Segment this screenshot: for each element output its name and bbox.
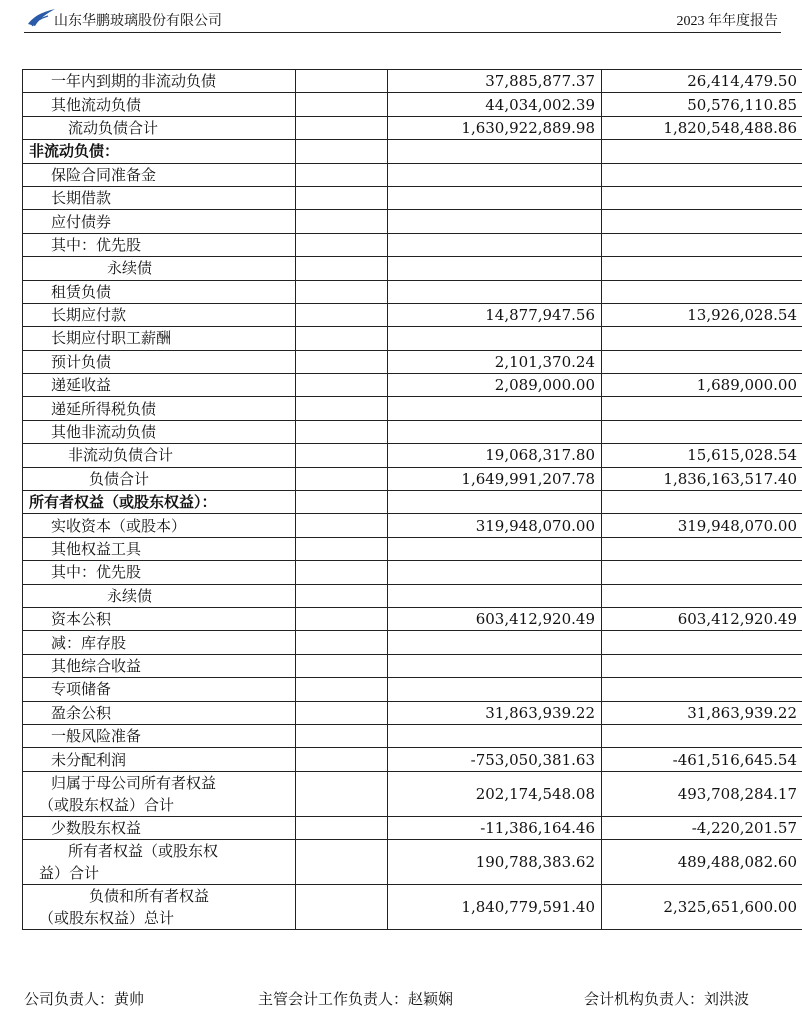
row-label-text: 租赁负债	[51, 282, 112, 301]
company-name: 山东华鹏玻璃股份有限公司	[54, 14, 222, 29]
row-label-text: 保险合同准备金	[51, 165, 157, 184]
period-end-value	[388, 724, 602, 747]
period-end-value: 190,788,383.62	[388, 840, 602, 885]
period-end-value	[388, 140, 602, 163]
table-row	[23, 631, 802, 654]
period-end-value	[388, 491, 602, 514]
table-row	[23, 491, 802, 514]
row-label-text: 实收资本（或股本）	[51, 516, 187, 535]
row-label-text: 其他非流动负债	[51, 423, 157, 442]
row-label-text: 负债和所有者权益	[89, 887, 210, 906]
row-label-text: 其中：优先股	[51, 235, 142, 254]
page-header	[0, 0, 802, 40]
row-label	[23, 678, 296, 701]
table-row	[23, 116, 802, 139]
table-row	[23, 233, 802, 256]
period-end-value: 1,649,991,207.78	[388, 467, 602, 490]
row-label	[23, 233, 296, 256]
period-start-value: 50,576,110.85	[602, 93, 802, 116]
table-row	[23, 374, 802, 397]
period-end-value: 202,174,548.08	[388, 771, 602, 816]
row-label	[23, 93, 296, 116]
period-start-value	[602, 280, 802, 303]
period-end-value: 44,034,002.39	[388, 93, 602, 116]
period-start-value	[602, 210, 802, 233]
note-cell	[296, 701, 388, 724]
note-cell	[296, 678, 388, 701]
row-label-text: 一般风险准备	[51, 727, 142, 746]
note-cell	[296, 70, 388, 93]
table-row	[23, 444, 802, 467]
table-row	[23, 771, 802, 816]
row-label	[23, 631, 296, 654]
row-label-text: 非流动负债合计	[68, 446, 174, 465]
row-label	[23, 537, 296, 560]
note-cell	[296, 885, 388, 930]
period-end-value	[388, 257, 602, 280]
row-label-text: 少数股东权益	[51, 818, 142, 837]
table-row	[23, 420, 802, 443]
note-cell	[296, 514, 388, 537]
note-cell	[296, 444, 388, 467]
note-cell	[296, 816, 388, 839]
note-cell	[296, 233, 388, 256]
note-cell	[296, 748, 388, 771]
period-end-value	[388, 631, 602, 654]
period-start-value	[602, 397, 802, 420]
period-start-value	[602, 631, 802, 654]
period-start-value	[602, 654, 802, 677]
note-cell	[296, 93, 388, 116]
period-end-value: 2,089,000.00	[388, 374, 602, 397]
row-label-text: 非流动负债：	[29, 142, 120, 161]
row-label	[23, 327, 296, 350]
table-row	[23, 280, 802, 303]
row-label	[23, 467, 296, 490]
row-label-text-line2: （或股东权益）总计	[39, 909, 175, 928]
period-start-value: 1,836,163,517.40	[602, 467, 802, 490]
period-start-value: 26,414,479.50	[602, 70, 802, 93]
table-row	[23, 607, 802, 630]
note-cell	[296, 561, 388, 584]
table-row	[23, 140, 802, 163]
row-label	[23, 350, 296, 373]
row-label	[23, 420, 296, 443]
row-label	[23, 140, 296, 163]
row-label	[23, 280, 296, 303]
row-label	[23, 491, 296, 514]
table-row	[23, 561, 802, 584]
row-label	[23, 584, 296, 607]
table-row	[23, 885, 802, 930]
period-start-value	[602, 163, 802, 186]
period-end-value: 1,840,779,591.40	[388, 885, 602, 930]
table-row	[23, 350, 802, 373]
period-start-value: 489,488,082.60	[602, 840, 802, 885]
period-start-value: 2,325,651,600.00	[602, 885, 802, 930]
note-cell	[296, 350, 388, 373]
period-start-value: 1,820,548,488.86	[602, 116, 802, 139]
row-label	[23, 654, 296, 677]
period-start-value: -461,516,645.54	[602, 748, 802, 771]
note-cell	[296, 280, 388, 303]
row-label-text: 长期借款	[51, 189, 112, 208]
note-cell	[296, 467, 388, 490]
row-label	[23, 514, 296, 537]
period-end-value	[388, 654, 602, 677]
period-start-value: 13,926,028.54	[602, 303, 802, 326]
note-cell	[296, 374, 388, 397]
row-label-text: 永续债	[107, 586, 153, 605]
period-start-value: -4,220,201.57	[602, 816, 802, 839]
row-label-text: 其他流动负债	[51, 95, 142, 114]
period-end-value	[388, 163, 602, 186]
row-label-text-line2: 益）合计	[39, 864, 100, 883]
period-start-value	[602, 350, 802, 373]
period-start-value	[602, 584, 802, 607]
table-row	[23, 654, 802, 677]
table-row	[23, 514, 802, 537]
table-row	[23, 70, 802, 93]
row-label	[23, 70, 296, 93]
note-cell	[296, 116, 388, 139]
period-start-value: 1,689,000.00	[602, 374, 802, 397]
table-row	[23, 186, 802, 209]
row-label	[23, 397, 296, 420]
table-row	[23, 701, 802, 724]
row-label	[23, 163, 296, 186]
note-cell	[296, 491, 388, 514]
note-cell	[296, 607, 388, 630]
period-start-value	[602, 140, 802, 163]
note-cell	[296, 537, 388, 560]
row-label	[23, 444, 296, 467]
accounting-head-signature: 主管会计工作负责人：赵颖娴	[258, 990, 454, 1008]
row-label-text: 所有者权益（或股东权	[68, 842, 219, 861]
company-head-signature: 公司负责人：黄帅	[24, 990, 145, 1008]
row-label-text: 归属于母公司所有者权益	[51, 773, 217, 792]
row-label-text: 递延收益	[51, 376, 112, 395]
row-label-text: 减：库存股	[51, 633, 127, 652]
period-end-value	[388, 327, 602, 350]
table-row	[23, 210, 802, 233]
period-end-value	[388, 678, 602, 701]
row-label-text: 所有者权益（或股东权益）：	[29, 493, 217, 512]
balance-sheet-table	[22, 69, 802, 930]
table-row	[23, 840, 802, 885]
row-label	[23, 561, 296, 584]
row-label	[23, 186, 296, 209]
row-label	[23, 210, 296, 233]
note-cell	[296, 724, 388, 747]
agency-head-signature: 会计机构负责人：刘洪波	[584, 990, 750, 1008]
period-start-value	[602, 491, 802, 514]
period-start-value	[602, 678, 802, 701]
row-label-text: 其中：优先股	[51, 563, 142, 582]
period-end-value	[388, 233, 602, 256]
row-label	[23, 303, 296, 326]
period-end-value	[388, 420, 602, 443]
note-cell	[296, 654, 388, 677]
note-cell	[296, 303, 388, 326]
period-end-value	[388, 210, 602, 233]
table-row	[23, 584, 802, 607]
table-row	[23, 748, 802, 771]
row-label-text: 其他综合收益	[51, 656, 142, 675]
table-row	[23, 724, 802, 747]
period-start-value: 15,615,028.54	[602, 444, 802, 467]
row-label	[23, 724, 296, 747]
period-start-value: 493,708,284.17	[602, 771, 802, 816]
table-row	[23, 397, 802, 420]
period-end-value: 37,885,877.37	[388, 70, 602, 93]
period-end-value: 31,863,939.22	[388, 701, 602, 724]
row-label	[23, 840, 296, 885]
note-cell	[296, 186, 388, 209]
company-logo-icon	[26, 6, 56, 28]
period-end-value: -11,386,164.46	[388, 816, 602, 839]
row-label	[23, 374, 296, 397]
note-cell	[296, 397, 388, 420]
note-cell	[296, 771, 388, 816]
row-label-text: 长期应付职工薪酬	[51, 329, 172, 348]
period-start-value	[602, 420, 802, 443]
row-label	[23, 701, 296, 724]
row-label	[23, 771, 296, 816]
period-start-value	[602, 561, 802, 584]
row-label	[23, 257, 296, 280]
row-label-text: 递延所得税负债	[51, 399, 157, 418]
row-label-text-line2: （或股东权益）合计	[39, 795, 175, 814]
period-start-value	[602, 257, 802, 280]
row-label-text: 预计负债	[51, 352, 112, 371]
table-row	[23, 257, 802, 280]
period-start-value: 603,412,920.49	[602, 607, 802, 630]
header-divider	[24, 32, 781, 33]
period-start-value: 319,948,070.00	[602, 514, 802, 537]
period-end-value: 14,877,947.56	[388, 303, 602, 326]
period-start-value	[602, 233, 802, 256]
note-cell	[296, 584, 388, 607]
row-label-text: 专项储备	[51, 680, 112, 699]
row-label	[23, 607, 296, 630]
row-label-text: 一年内到期的非流动负债	[51, 72, 217, 91]
period-end-value	[388, 397, 602, 420]
note-cell	[296, 140, 388, 163]
row-label-text: 负债合计	[89, 469, 150, 488]
note-cell	[296, 163, 388, 186]
note-cell	[296, 420, 388, 443]
table-row	[23, 816, 802, 839]
table-row	[23, 163, 802, 186]
period-end-value	[388, 584, 602, 607]
period-end-value: -753,050,381.63	[388, 748, 602, 771]
period-start-value	[602, 327, 802, 350]
row-label	[23, 816, 296, 839]
note-cell	[296, 257, 388, 280]
period-start-value	[602, 724, 802, 747]
table-row	[23, 93, 802, 116]
period-end-value: 603,412,920.49	[388, 607, 602, 630]
period-end-value: 2,101,370.24	[388, 350, 602, 373]
row-label-text: 永续债	[107, 259, 153, 278]
note-cell	[296, 327, 388, 350]
table-row	[23, 678, 802, 701]
row-label-text: 资本公积	[51, 610, 112, 629]
table-row	[23, 303, 802, 326]
row-label-text: 其他权益工具	[51, 540, 142, 558]
row-label-text: 未分配利润	[51, 750, 127, 769]
note-cell	[296, 840, 388, 885]
row-label-text: 盈余公积	[51, 703, 112, 722]
period-end-value	[388, 537, 602, 560]
period-end-value	[388, 280, 602, 303]
note-cell	[296, 210, 388, 233]
table-row	[23, 327, 802, 350]
row-label-text: 流动负债合计	[68, 118, 159, 137]
row-label	[23, 748, 296, 771]
period-start-value	[602, 186, 802, 209]
table-row	[23, 467, 802, 490]
period-end-value: 319,948,070.00	[388, 514, 602, 537]
row-label	[23, 116, 296, 139]
period-end-value	[388, 186, 602, 209]
period-start-value: 31,863,939.22	[602, 701, 802, 724]
period-end-value	[388, 561, 602, 584]
period-start-value	[602, 537, 802, 560]
note-cell	[296, 631, 388, 654]
table-row	[23, 537, 802, 560]
period-end-value: 19,068,317.80	[388, 444, 602, 467]
period-end-value: 1,630,922,889.98	[388, 116, 602, 139]
row-label-text: 长期应付款	[51, 306, 127, 325]
row-label	[23, 885, 296, 930]
row-label-text: 应付债券	[51, 212, 112, 231]
report-title: 2023 年年度报告	[676, 14, 778, 29]
